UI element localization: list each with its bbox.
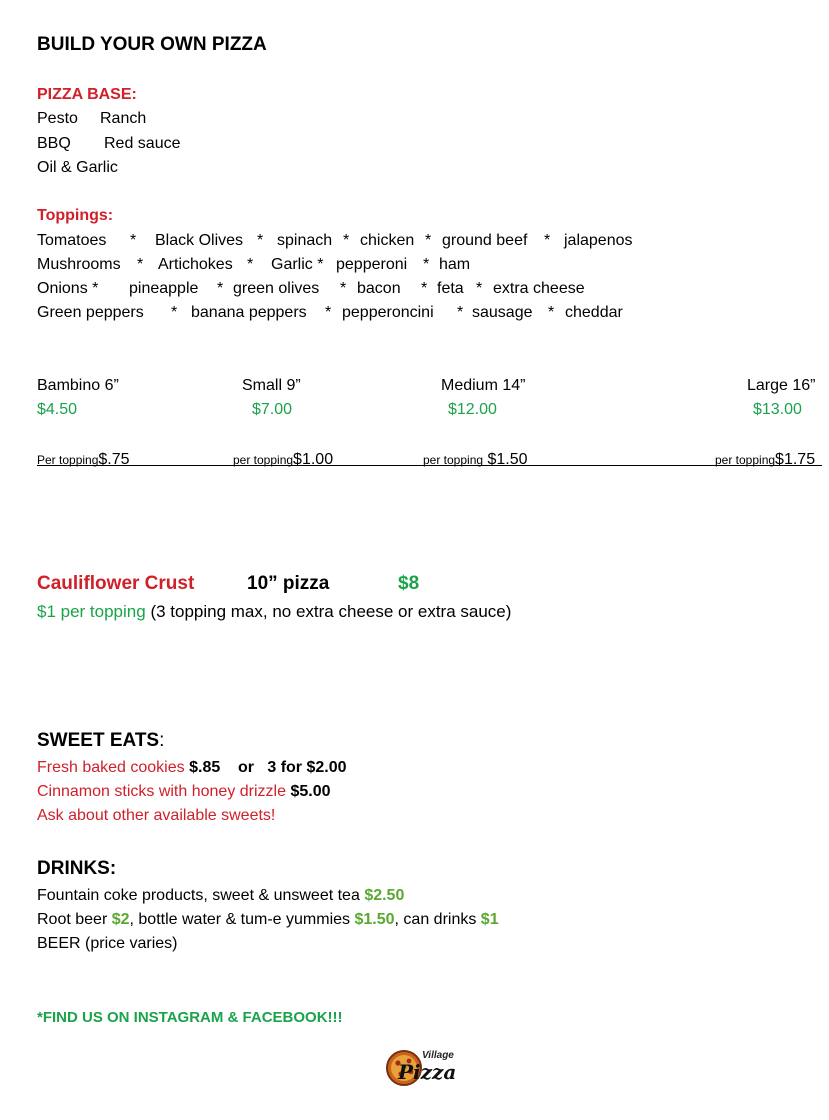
topping: Onions * [37, 280, 99, 297]
cookies-price: $.85 [189, 759, 221, 776]
cauliflower-price: $8 [398, 573, 420, 594]
topping: cheddar [565, 304, 623, 321]
sweets-heading [37, 730, 164, 752]
per-topping-medium [423, 451, 528, 469]
topping: bacon [357, 280, 401, 297]
size-price-large: $13.00 [753, 401, 802, 418]
fountain-label: Fountain coke products, sweet & unsweet tea [37, 887, 360, 904]
water-price: $1.50 [354, 911, 395, 928]
sweets-ask: Ask about other available sweets! [37, 807, 276, 824]
separator: * [217, 280, 224, 297]
cauliflower-topping-line [37, 602, 511, 622]
per-topping-price: $.75 [98, 451, 130, 468]
cookies-label: Fresh baked cookies [37, 759, 185, 776]
per-topping-label: per topping [715, 453, 776, 467]
topping: sausage [472, 304, 533, 321]
cauliflower-note: (3 topping max, no extra cheese or extra sauce) [150, 602, 512, 621]
cauliflower-size: 10” pizza [247, 573, 330, 594]
separator: * [421, 280, 428, 297]
per-topping-price: $1.00 [293, 451, 334, 468]
per-topping-bambino [37, 451, 130, 469]
cinnamon-price: $5.00 [290, 783, 331, 800]
size-price-bambino: $4.50 [37, 401, 78, 418]
per-topping-price: $1.75 [775, 451, 816, 468]
sweets-cookies-line [37, 759, 347, 777]
size-price-medium: $12.00 [448, 401, 497, 418]
topping: Tomatoes [37, 232, 107, 249]
separator: * [548, 304, 555, 321]
fountain-price: $2.50 [364, 887, 405, 904]
can-label: , can drinks [394, 911, 477, 928]
topping: spinach [277, 232, 333, 249]
drinks-heading: DRINKS: [37, 858, 117, 879]
per-topping-small [233, 451, 333, 469]
topping: Artichokes [158, 256, 233, 273]
size-name-large: Large 16” [747, 377, 816, 394]
cauliflower-name: Cauliflower Crust [37, 573, 195, 594]
can-price: $1 [480, 911, 499, 928]
topping: pepperoni [336, 256, 408, 273]
base-option-pesto: Pesto [37, 110, 78, 127]
water-label: , bottle water & tum-e yummies [129, 911, 351, 928]
sweets-heading-colon: : [159, 730, 165, 751]
cauliflower-topping-price: $1 per topping [37, 602, 146, 621]
drinks-rootbeer-line [37, 911, 499, 929]
separator: * [247, 256, 254, 273]
per-topping-large [715, 451, 815, 469]
logo-bottom-text: Pizza [398, 1060, 457, 1084]
rootbeer-label: Root beer [37, 911, 108, 928]
base-option-oil-garlic: Oil & Garlic [37, 159, 118, 176]
cinnamon-label: Cinnamon sticks with honey drizzle [37, 783, 286, 800]
per-topping-label: per topping [423, 453, 484, 467]
drinks-fountain-line [37, 887, 404, 905]
cookies-or: or [238, 759, 255, 776]
separator: * [423, 256, 430, 273]
topping: ground beef [442, 232, 528, 249]
divider-line [37, 465, 822, 466]
separator: * [171, 304, 178, 321]
topping: extra cheese [493, 280, 585, 297]
topping: ham [439, 256, 471, 273]
separator: * [343, 232, 350, 249]
separator: * [137, 256, 144, 273]
separator: * [457, 304, 464, 321]
size-name-bambino: Bambino 6” [37, 377, 119, 394]
cookies-deal: 3 for $2.00 [267, 759, 347, 776]
topping: pineapple [129, 280, 199, 297]
separator: * [340, 280, 347, 297]
separator: * [544, 232, 551, 249]
base-option-red-sauce: Red sauce [104, 135, 181, 152]
topping: jalapenos [564, 232, 633, 249]
social-callout: *FIND US ON INSTAGRAM & FACEBOOK!!! [37, 1009, 343, 1026]
topping: feta [437, 280, 464, 297]
topping: pepperoncini [342, 304, 434, 321]
separator: * [257, 232, 264, 249]
sweets-heading-text: SWEET EATS [37, 730, 160, 751]
toppings-heading: Toppings: [37, 207, 114, 224]
topping: chicken [360, 232, 415, 249]
per-topping-label: per topping [233, 453, 294, 467]
logo-top-text: Village [422, 1050, 454, 1061]
page-title: BUILD YOUR OWN PIZZA [37, 34, 267, 55]
size-name-medium: Medium 14” [441, 377, 526, 394]
topping: Mushrooms [37, 256, 121, 273]
per-topping-label: Per topping [37, 453, 99, 467]
separator: * [325, 304, 332, 321]
separator: * [476, 280, 483, 297]
size-name-small: Small 9” [242, 377, 301, 394]
separator: * [425, 232, 432, 249]
topping: banana peppers [191, 304, 307, 321]
sweets-cinnamon-line [37, 783, 331, 801]
per-topping-price: $1.50 [487, 451, 528, 468]
topping: Black Olives [155, 232, 244, 249]
base-option-ranch: Ranch [100, 110, 147, 127]
pizza-base-heading: PIZZA BASE: [37, 86, 137, 103]
separator: * [130, 232, 137, 249]
drinks-beer: BEER (price varies) [37, 935, 178, 952]
topping: Garlic * [271, 256, 324, 273]
topping: green olives [233, 280, 320, 297]
size-price-small: $7.00 [252, 401, 293, 418]
village-pizza-logo [386, 1047, 466, 1089]
topping: Green peppers [37, 304, 144, 321]
base-option-bbq: BBQ [37, 135, 71, 152]
rootbeer-price: $2 [111, 911, 130, 928]
